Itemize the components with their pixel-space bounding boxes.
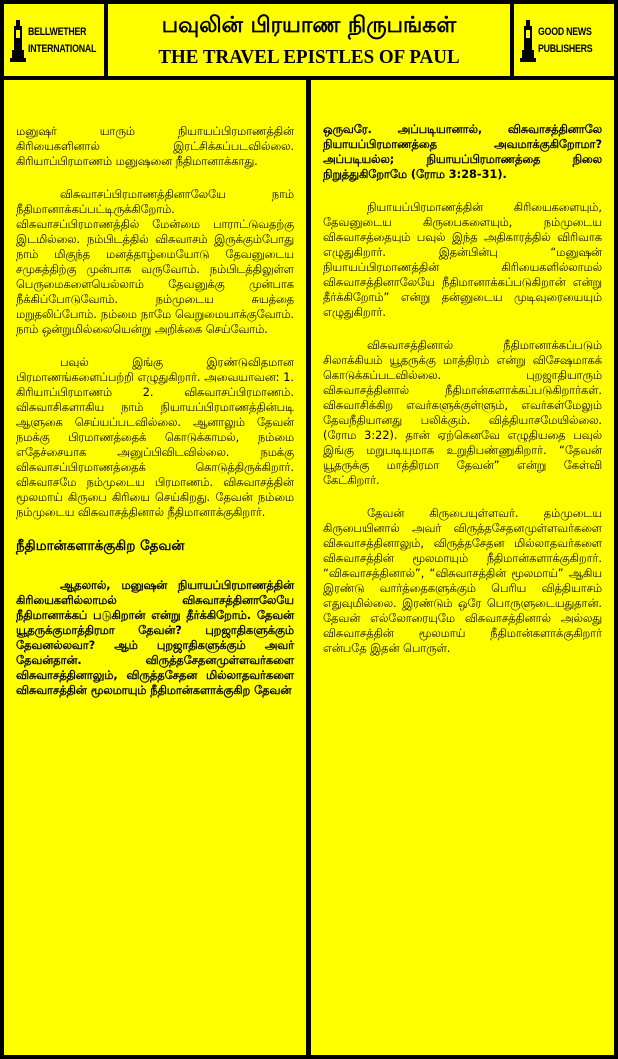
left-column <box>4 80 306 1055</box>
right-column <box>311 80 614 1055</box>
right-paragraph-2: நியாயப்பிரமாணத்தின் கிரியைகளையும், தேவனுடைய கிருபைகளையும், நம்முடைய விசுவாசத்தையும் பவுல் இந்த அதிகாரத்தில் விரிவாக எழுதுகிறார். இதன்பின்பு “மனுஷன் நியாயப்பிரமாணத்தின் கிரியைகளில்லாமல் விசுவாசத்தினாலேயே நீதிமானாக்கப்படுகிறான் என்று தீர்க்கிறோம்” என்று தன்னுடைய முடிவுரையையும் எழுதுகிறார். <box>323 201 602 319</box>
good-news-logo-line2: PUBLISHERS <box>538 43 593 55</box>
bellwether-logo-panel <box>4 4 104 76</box>
english-title: THE TRAVEL EPISTLES OF PAUL <box>158 46 460 68</box>
bellwether-logo-line2: INTERNATIONAL <box>28 43 97 55</box>
good-news-logo <box>520 18 608 64</box>
left-paragraph-1: மனுஷர் யாரும் நியாயப்பிரமாணத்தின் கிரியைகளினால் இரட்சிக்கப்படவில்லை. கிரியாப்பிரமாணம் மனுஷனை நீதிமானாக்காது. <box>16 125 294 168</box>
bellwether-logo-icon <box>10 18 26 64</box>
bellwether-logo <box>10 18 98 64</box>
right-paragraph-4: தேவன் கிருபையுள்ளவர். தம்முடைய கிருபையினால் அவர் விருத்தசேதனமுள்ளவர்களை விசுவாசத்தினாலும், விருத்தசேதன மில்லாதவர்களை விசுவாசத்தின் மூலமாயும் நீதிமான்களாக்குகிறார். “விசுவாசத்தினால்”, “விசுவாசத்தின் மூலமாய்” ஆகிய இரண்டு வார்த்தைகளுக்கும் பெரிய வித்தியாசம் எதுவுமில்லை. இரண்டும் ஒரே பொருளுடையதுதான். தேவன் எல்லோரையுமே விசுவாசத்தினால் அல்லது விசுவாசத்தின் மூலமாய் நீதிமான்களாக்குகிறார் என்பதே இதன் பொருள். <box>323 507 602 655</box>
section-heading: நீதிமான்களாக்குகிற தேவன் <box>16 538 185 554</box>
tamil-title: பவுலின் பிரயாண நிருபங்கள் <box>161 13 457 38</box>
good-news-logo-icon <box>520 18 536 64</box>
right-paragraph-3: விசுவாசத்தினால் நீதிமானாக்கப்படும் சிலாக்கியம் யூதருக்கு மாத்திரம் என்று விசேஷமாகக் கொடுக்கப்படவில்லை. புறஜாதியாரும் விசுவாசத்தினால் நீதிமான்களாக்கப்படுகிறார்கள். விசுவாசிக்கிற எவர்களுக்குள்ளும், எவர்கள்மேலும் தேவநீதியானது பலிக்கும். வித்தியாசமேயில்லை. (ரோம 3:22). தான் ஏற்கெனவே எழுதியதை பவுல் இங்கு மறுபடியுமாக உறுதிபண்ணுகிறார். “தேவன் யூதருக்கு மாத்திரமா தேவன்” என்று கேள்வி கேட்கிறார். <box>323 339 602 487</box>
good-news-logo-line1: GOOD NEWS <box>538 26 592 38</box>
right-paragraph-1: ஒருவரே. அப்படியானால், விசுவாசத்தினாலே நியாயப்பிரமாணத்தை அவமாக்குகிறோமா? அப்படியல்ல; நியாயப்பிரமாணத்தை நிலை நிறுத்துகிறோமே (ரோம 3:28-31). <box>323 123 602 181</box>
left-paragraph-2: விசுவாசப்பிரமாணத்தினாலேயே நாம் நீதிமானாக்கப்பட்டிருக்கிறோம். விசுவாசப்பிரமாணத்தில் மேன்மை பாராட்டுவதற்கு இடமில்லை. நம்பிடத்தில் விசுவாசம் இருக்கும்போது நாம் மிகுந்த மனத்தாழ்மையோடு தேவனுடைய சமுகத்திற்கு முன்பாக வருவோம். நம்பிடத்திலுள்ள பெருமைகளையெல்லாம் தேவனுக்கு முன்பாக நீக்கிப்போடுவோம். நம்முடைய சுயத்தை மறுதலிப்போம். நம்மை நாமே வெறுமையாக்குவோம். நாம் ஒன்றுமில்லையென்று அறிக்கை செய்வோம். <box>16 188 294 336</box>
left-paragraph-4: ஆதலால், மனுஷன் நியாயப்பிரமாணத்தின் கிரியைகளில்லாமல் விசுவாசத்தினாலேயே நீதிமானாக்கப் படுகிறான் என்று தீர்க்கிறோம். தேவன் யூதருக்குமாத்திரமா தேவன்? புறஜாதிகளுக்கும் தேவனல்லவா? ஆம் புறஜாதிகளுக்கும் அவர் தேவன்தான். விருத்தசேதனமுள்ளவர்களை விசுவாசத்தினாலும், விருத்தசேதன மில்லாதவர்களை விசுவாசத்தின் மூலமாயும் நீதிமான்களாக்குகிற தேவன் <box>16 579 294 697</box>
bellwether-logo-line1: BELLWETHER <box>28 26 87 38</box>
title-panel <box>108 4 510 76</box>
left-paragraph-3: பவுல் இங்கு இரண்டுவிதமான பிரமாணங்களைப்பற்றி எழுதுகிறார். அவையாவன: 1. கிரியாப்பிரமாணம் 2. விசுவாசப்பிரமாணம். விசுவாசிகளாகிய நாம் நியாயப்பிரமாணத்தின்படி ஆளுகை செய்யப்படவில்லை. ஆனாலும் தேவன் நமக்கு பிரமாணத்தைக் கொடுக்காமல், நம்மை எதேச்சையாக அனுப்பிவிடவில்லை. நமக்கு விசுவாசப்பிரமாணத்தைக் கொடுத்திருக்கிறார். விசுவாசமே நம்முடைய பிரமாணம். விசுவாசத்தின் மூலமாய் கிருபை கிரியை செய்கிறது. தேவன் நம்மை நம்முடைய விசுவாசத்தினால் நீதிமானாக்குகிறார். <box>16 356 294 519</box>
good-news-logo-panel <box>514 4 614 76</box>
